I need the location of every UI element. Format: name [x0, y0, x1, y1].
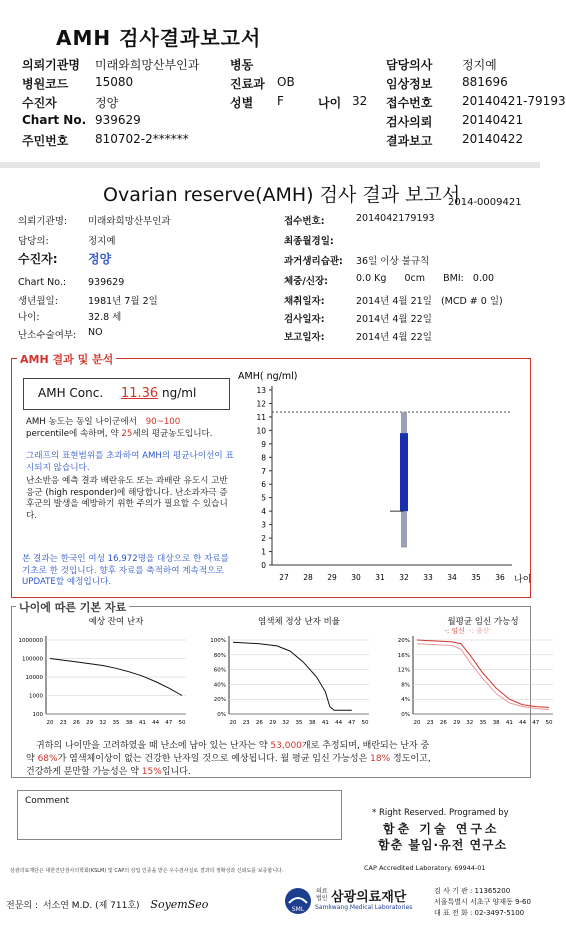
- doctor-name: 서소연 M.D. (제 711호): [42, 901, 140, 911]
- amh-bar-box: [400, 433, 408, 511]
- y-tick-label: 12: [256, 399, 266, 409]
- mini-y-tick-label: 20%: [213, 697, 226, 704]
- mini-y-tick-label: 0%: [401, 712, 410, 718]
- y-tick-label: 3: [261, 520, 266, 530]
- y-tick-label: 6: [261, 480, 266, 490]
- mini-x-tick-label: 41: [321, 720, 329, 726]
- mini-y-tick-label: 60%: [213, 667, 226, 674]
- amh-conc-value: 11.36: [120, 386, 159, 401]
- delivery-curve: [417, 644, 549, 710]
- info-value: 정지예: [88, 236, 116, 247]
- x-tick-label: 29: [327, 573, 337, 582]
- basic-charts: [16, 614, 553, 734]
- mini-x-tick-label: 41: [505, 720, 513, 726]
- doctor-label: 전문의 :: [6, 901, 38, 911]
- mini-y-tick-label: 40%: [213, 682, 226, 689]
- header-label: 성별: [230, 96, 254, 110]
- mini-x-tick-label: 47: [532, 720, 540, 726]
- amh-chart: [230, 365, 530, 590]
- mini-y-tick-label: 16%: [397, 652, 410, 659]
- amh-percentile-text: [26, 417, 234, 440]
- info-label: 수진자:: [18, 252, 58, 266]
- mini-x-tick-label: 47: [165, 720, 173, 726]
- mini-x-tick-label: 29: [86, 720, 94, 726]
- info-value: 0.0 Kg 0cm BMI: 0.00: [356, 273, 495, 284]
- amh-avg-age: 25: [121, 428, 133, 439]
- header-label: 담당의사: [386, 58, 433, 72]
- pregnancy-rate-value: 18%: [370, 754, 391, 764]
- report-number: 2014-0009421: [448, 197, 522, 208]
- info-value: 939629: [88, 277, 125, 288]
- info-label: 체중/신장:: [284, 276, 328, 287]
- comment-box: [17, 790, 342, 840]
- header-value: OB: [277, 75, 295, 89]
- header-label: Chart No.: [22, 113, 87, 127]
- info-value: 2014년 4월 22일: [356, 314, 432, 325]
- amh-chart-title: AMH( ng/ml): [238, 371, 298, 382]
- header-label: 검사의뢰: [386, 115, 433, 129]
- mini-x-tick-label: 35: [295, 720, 303, 726]
- mini-x-tick-label: 35: [112, 720, 120, 726]
- header-value: 20140421-79193: [462, 94, 566, 108]
- info-label: 담당의:: [18, 236, 49, 247]
- y-tick-label: 8: [261, 453, 266, 463]
- mini-chart-title: 예상 잔여 난자: [88, 617, 144, 627]
- mini-x-tick-label: 41: [138, 720, 146, 726]
- mini-y-tick-label: 100: [32, 712, 43, 718]
- mini-y-tick-label: 10000: [25, 675, 43, 681]
- mini-x-tick-label: 44: [519, 720, 527, 726]
- comment-label: Comment: [25, 796, 70, 806]
- basic-text-4: 가 염색체이상이 없는 건강한 난자일 것으로 예상됩니다. 월 평균 임신 가능성은: [57, 754, 368, 764]
- header-label: 병동: [230, 58, 254, 72]
- mini-y-tick-label: 100000: [22, 656, 43, 663]
- header-label: 진료과: [230, 77, 265, 91]
- samkwang-logo-icon: [283, 886, 313, 916]
- mini-x-tick-label: 47: [348, 720, 356, 726]
- mini-y-tick-label: 100%: [210, 638, 226, 644]
- mini-x-tick-label: 23: [242, 720, 250, 726]
- header-label: 의뢰기관명: [22, 58, 80, 72]
- basic-text-1: 귀하의 나이만을 고려하였을 때 난소에 남아 있는 난자는 약: [36, 741, 268, 751]
- amh-text-1: AMH 농도는 동일 나이군에서: [26, 417, 137, 427]
- header-label: 나이: [318, 96, 342, 110]
- mini-x-tick-label: 32: [99, 720, 107, 726]
- amh-text-3: 세의 평균농도입니다.: [132, 428, 213, 439]
- y-tick-label: 0: [261, 561, 266, 570]
- header-label: 임상정보: [386, 77, 433, 91]
- basic-text-3: 약: [26, 754, 35, 764]
- mini-y-tick-label: 1000000: [18, 638, 43, 644]
- info-label: 접수번호:: [284, 216, 325, 227]
- amh-range-note: 그래프의 표현범위를 초과하여 AMH의 평균나이선이 표시되지 않습니다.: [26, 451, 234, 473]
- basic-text-5: 정도이고,: [393, 754, 431, 764]
- mini-x-tick-label: 38: [308, 720, 316, 726]
- info-value: 2014년 4월 22일: [356, 332, 432, 343]
- header-value: 20140421: [462, 113, 524, 127]
- info-label: 생년월일:: [18, 296, 58, 307]
- mini-y-tick-label: 1000: [29, 693, 43, 700]
- delivery-rate-value: 15%: [141, 767, 162, 777]
- legend-delivery: -: 출산: [469, 627, 490, 635]
- info-label: 과거생리습관:: [284, 256, 343, 267]
- header-label: 병원코드: [22, 77, 69, 91]
- amh-response-text: 난소반응 예측 결과 배란유도 또는 과배란 유도시 고반응군 (high responder)에 해당합니다. 난소과자극 증후군의 발생을 예방하기 위한 주의가 필요할 수 있습니다.: [26, 476, 228, 521]
- remaining-eggs-value: 53,000: [270, 741, 302, 751]
- amh-section-title: AMH 결과 및 분석: [17, 351, 116, 367]
- logo-english: Samkwang Medical Laboratories: [315, 904, 413, 911]
- header-value: 939629: [95, 113, 141, 127]
- basic-text-6: 건강하게 분만할 가능성은 약: [26, 767, 139, 777]
- amh-percentile-range: 90~100: [145, 417, 181, 427]
- info-label: 나이:: [18, 312, 40, 323]
- mini-x-tick-label: 26: [72, 720, 80, 726]
- mini-x-tick-label: 20: [46, 720, 54, 726]
- info-value: 36일 이상 불규칙: [356, 256, 430, 267]
- report-title: Ovarian reserve(AMH) 검사 결과 보고서: [103, 184, 461, 206]
- header-value: 미래와희망산부인과: [95, 58, 200, 72]
- patient-info-right: [284, 213, 534, 343]
- amh-conc-box: [23, 378, 230, 410]
- header-label: 결과보고: [386, 134, 433, 148]
- mini-x-tick-label: 32: [282, 720, 290, 726]
- info-value: 정양: [88, 252, 112, 266]
- header-value: F: [277, 94, 284, 108]
- y-tick-label: 1: [261, 547, 266, 557]
- x-tick-label: 31: [375, 573, 385, 582]
- org-name-1: 함춘 기술 연구소: [383, 822, 500, 836]
- info-label: 난소수술여부:: [18, 330, 77, 341]
- lab-code: 검 사 기 관 : 11365200: [434, 887, 511, 895]
- normal-ratio-curve: [233, 642, 352, 710]
- amh-conc-unit: ng/ml: [162, 386, 197, 400]
- mini-y-tick-label: 12%: [397, 667, 410, 674]
- mini-x-tick-label: 35: [479, 720, 487, 726]
- x-tick-label: 30: [351, 573, 361, 582]
- mini-x-tick-label: 50: [545, 720, 553, 726]
- x-tick-label: 32: [399, 573, 409, 582]
- header-value: 15080: [95, 75, 134, 89]
- doctor-signature: SoyemSeo: [150, 898, 209, 911]
- logo-small-text: 의료법인: [316, 888, 328, 902]
- patient-info-left: [18, 213, 268, 343]
- x-tick-label: 36: [495, 573, 505, 582]
- info-value: 1981년 7월 2일: [88, 296, 158, 307]
- mini-y-tick-label: 8%: [401, 682, 410, 689]
- info-label: Chart No.:: [18, 277, 67, 288]
- mini-x-tick-label: 44: [152, 720, 160, 726]
- basic-summary-text: [26, 740, 526, 779]
- x-tick-label: 33: [423, 573, 433, 582]
- header-value: 정지예: [462, 58, 497, 72]
- y-tick-label: 11: [256, 412, 266, 422]
- mini-chart-title: 월평균 임신 가능성: [447, 617, 519, 627]
- y-tick-label: 2: [261, 534, 266, 544]
- cap-accredited: CAP Accredited Laboratory. 69944-01: [364, 864, 486, 872]
- y-tick-label: 5: [261, 493, 266, 503]
- mini-x-tick-label: 23: [426, 720, 434, 726]
- mini-x-tick-label: 20: [229, 720, 237, 726]
- mini-x-tick-label: 29: [269, 720, 277, 726]
- logo-name: 삼광의료재단: [331, 890, 407, 905]
- x-tick-label: 34: [447, 573, 457, 582]
- y-tick-label: 10: [256, 426, 266, 436]
- mini-x-tick-label: 26: [439, 720, 447, 726]
- header-value: 32: [352, 94, 368, 108]
- mini-x-tick-label: 26: [255, 720, 263, 726]
- header-value: 881696: [462, 75, 508, 89]
- amh-text-2: percentile에 속하며, 약: [26, 428, 119, 439]
- header-value: 정양: [95, 96, 119, 110]
- header-value: 20140422: [462, 132, 524, 146]
- report-header-title: AMH 검사결과보고서: [56, 26, 262, 50]
- mini-x-tick-label: 38: [492, 720, 500, 726]
- info-value: NO: [88, 327, 103, 338]
- basic-text-7: 입니다.: [161, 767, 191, 777]
- mini-y-tick-label: 4%: [401, 697, 410, 704]
- quality-notice: 삼광의료재단은 대한진단검사의학회(KSLM) 및 CAP의 상업 인증을 받은 우수검사실로 결과의 정확성과 신뢰도를 보증합니다.: [10, 868, 284, 874]
- y-tick-label: 7: [261, 466, 266, 476]
- normal-egg-ratio-value: 68%: [37, 754, 58, 764]
- svg-text:SML: SML: [291, 906, 305, 913]
- legend-pregnancy: -: 임신: [444, 627, 465, 635]
- mini-y-tick-label: 0%: [217, 712, 226, 718]
- x-tick-label: 27: [279, 573, 289, 582]
- lab-phone: 대 표 전 화 : 02-3497-5100: [434, 909, 525, 917]
- lab-address: [434, 886, 531, 919]
- header-label: 주민번호: [22, 134, 69, 148]
- lab-address-line: 서울특별시 서초구 양재동 9-60: [434, 898, 531, 906]
- amh-bar-lower-whisker: [401, 511, 407, 547]
- pregnancy-curve: [417, 640, 549, 707]
- header-label: 수진자: [22, 96, 57, 110]
- x-tick-label: 28: [303, 573, 313, 582]
- mini-chart-title: 염색체 정상 난자 비율: [257, 617, 341, 627]
- info-value: 2014년 4월 21일 (MCD # 0 일): [356, 296, 503, 307]
- info-value: 2014042179193: [356, 213, 435, 224]
- info-value: 미래와희망산부인과: [88, 216, 171, 227]
- mini-x-tick-label: 32: [466, 720, 474, 726]
- amh-data-note: 본 결과는 한국인 여성 16,972명을 대상으로 한 자료를 기초로 한 것입니다. 향후 자료를 축적하여 계속적으로 UPDATE할 예정입니다.: [22, 554, 229, 587]
- info-label: 최종월경일:: [284, 236, 334, 247]
- doctor-line: [6, 898, 208, 911]
- mini-x-tick-label: 23: [59, 720, 67, 726]
- mini-x-tick-label: 44: [335, 720, 343, 726]
- mini-y-tick-label: 20%: [397, 638, 410, 644]
- x-tick-label: 35: [471, 573, 481, 582]
- y-tick-label: 9: [261, 439, 266, 449]
- mini-x-tick-label: 20: [413, 720, 421, 726]
- info-value: 32.8 세: [88, 312, 122, 323]
- info-label: 보고일자:: [284, 332, 325, 343]
- mini-x-tick-label: 38: [125, 720, 133, 726]
- amh-conc-label: AMH Conc.: [38, 386, 104, 400]
- basic-text-2: 개로 추정되며, 배란되는 난자 중: [301, 741, 430, 751]
- org-name-2: 함춘 불임·유전 연구소: [378, 838, 508, 852]
- amh-bar-upper-whisker: [401, 412, 407, 433]
- info-label: 검사일자:: [284, 314, 325, 325]
- y-tick-label: 4: [261, 507, 266, 517]
- x-axis-label: 나이: [514, 575, 532, 585]
- mini-x-tick-label: 29: [453, 720, 461, 726]
- mini-x-tick-label: 50: [361, 720, 369, 726]
- info-label: 의뢰기관명:: [18, 216, 68, 227]
- y-tick-label: 13: [256, 386, 266, 395]
- info-label: 채취일자:: [284, 296, 325, 307]
- basic-section-title: 나이에 따른 기본 자료: [16, 599, 129, 615]
- rights-text: * Right Reserved. Programed by: [372, 808, 509, 818]
- header-value: 810702-2******: [95, 132, 189, 146]
- mini-x-tick-label: 50: [178, 720, 186, 726]
- header-label: 접수번호: [386, 96, 433, 110]
- mini-y-tick-label: 80%: [213, 652, 226, 659]
